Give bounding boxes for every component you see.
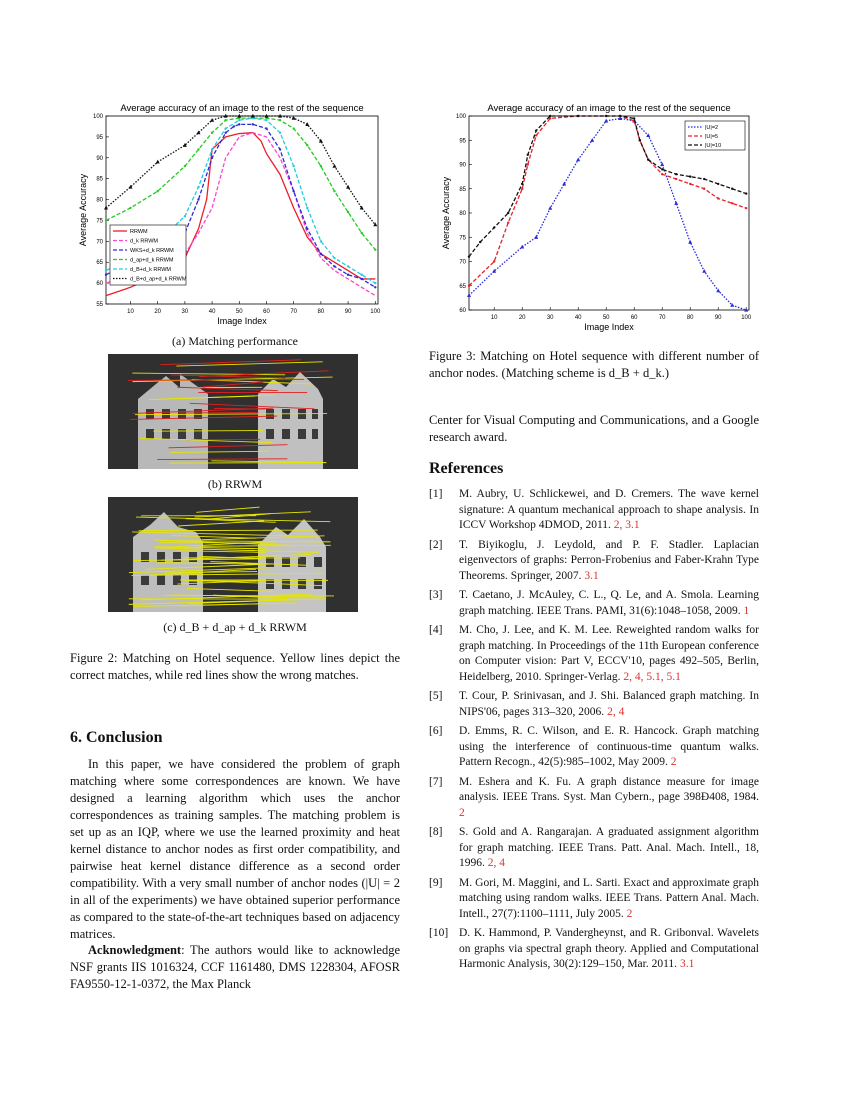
data-point bbox=[265, 127, 267, 129]
data-point bbox=[320, 253, 322, 255]
acknowledgment-text: : The authors would like to acknowledge NSF grants IIS 1016324, CCF 1161480, DMS 1228304, AFOSR FA9550-12-1-0372, the Max Planck bbox=[70, 943, 400, 991]
acknowledgment-label: Acknowledgment bbox=[88, 943, 182, 957]
data-point bbox=[333, 190, 335, 192]
chart-legend bbox=[685, 121, 745, 150]
reference-item bbox=[429, 538, 759, 585]
legend-label: WKS+d_k RRWM bbox=[130, 248, 174, 254]
data-point bbox=[675, 173, 677, 175]
fig2a-caption: (a) Matching performance bbox=[172, 334, 298, 348]
chart-legend bbox=[110, 225, 187, 285]
data-point bbox=[619, 115, 621, 117]
y-tick-label: 70 bbox=[459, 259, 466, 266]
data-point bbox=[745, 192, 747, 194]
reference-number: [1] bbox=[429, 488, 443, 500]
reference-text: S. Gold and A. Rangarajan. A graduated assignment algorithm for graph matching. IEEE Trans. Patt. Anal. Mach. Intell., 18, 1996. bbox=[459, 826, 759, 869]
hotel-photo-dbapk bbox=[108, 497, 358, 612]
references-heading: References bbox=[429, 460, 504, 477]
fig3-caption: Figure 3: Matching on Hotel sequence with different number of anchor nodes. (Matching scheme is d_B + d_k.) bbox=[429, 349, 759, 380]
data-point bbox=[745, 207, 747, 209]
reference-item bbox=[429, 588, 759, 619]
data-point bbox=[224, 127, 226, 129]
fig2c-caption bbox=[70, 620, 400, 635]
fig2b-caption: (b) RRWM bbox=[207, 477, 263, 491]
data-point bbox=[468, 255, 470, 257]
fig2-caption: Figure 2: Matching on Hotel sequence. Yellow lines depict the correct matches, while red lines show the wrong matches. bbox=[70, 651, 400, 682]
legend-label: d_B+d_ap+d_k RRWM bbox=[130, 276, 187, 283]
reference-number: [4] bbox=[429, 624, 443, 636]
reference-backlinks[interactable]: 2, 3.1 bbox=[613, 519, 640, 531]
x-tick-label: 40 bbox=[208, 309, 216, 315]
reference-text: T. Caetano, J. McAuley, C. L., Q. Le, and A. Smola. Learning graph matching. IEEE Trans. PAMI, 31(6):1048–1058, 2009. bbox=[459, 589, 759, 617]
data-point bbox=[493, 226, 495, 228]
data-point bbox=[661, 168, 663, 170]
data-point bbox=[129, 207, 131, 209]
reference-item bbox=[429, 926, 759, 973]
data-point bbox=[688, 240, 692, 244]
data-point bbox=[292, 127, 294, 129]
reference-text: M. Gori, M. Maggini, and L. Sarti. Exact and approximate graph matching using random walks. IEEE Trans. Pattern Anal. Mach. Intell., 27(7):1100–1111, July 2005. bbox=[459, 876, 759, 920]
data-point bbox=[210, 118, 214, 122]
reference-backlinks[interactable]: 3.1 bbox=[679, 958, 695, 970]
y-tick-label: 90 bbox=[96, 155, 103, 162]
data-point bbox=[197, 198, 199, 200]
legend-label: d_ap+d_k RRWM bbox=[130, 257, 174, 264]
data-point bbox=[292, 165, 294, 167]
data-point bbox=[703, 188, 705, 190]
reference-backlinks[interactable]: 2 bbox=[670, 756, 677, 768]
x-tick-label: 20 bbox=[154, 309, 162, 315]
legend-label: |U|=10 bbox=[705, 143, 722, 149]
chart-title: Average accuracy of an image to the rest of the sequence bbox=[487, 103, 731, 114]
data-point bbox=[292, 190, 294, 192]
reference-number: [9] bbox=[429, 876, 443, 889]
reference-backlinks[interactable]: 2 bbox=[459, 806, 465, 819]
reference-text: T. Biyikoglu, J. Leydold, and P. F. Stadler. Laplacian eigenvectors of graphs: Perron-Frobenius and Faber-Krahn Type Theorems. Springer, 2007. bbox=[459, 538, 759, 582]
y-tick-label: 90 bbox=[459, 162, 466, 169]
y-tick-label: 85 bbox=[96, 176, 103, 183]
data-point bbox=[320, 240, 322, 242]
data-point bbox=[320, 165, 322, 167]
data-point bbox=[279, 132, 281, 134]
conclusion-heading: 6. Conclusion bbox=[70, 729, 163, 746]
y-tick-label: 75 bbox=[459, 235, 466, 242]
y-tick-label: 65 bbox=[96, 260, 103, 267]
data-point bbox=[211, 157, 213, 159]
data-point bbox=[717, 197, 719, 199]
data-point bbox=[306, 144, 308, 146]
x-tick-label: 30 bbox=[181, 309, 189, 315]
data-point bbox=[716, 288, 720, 292]
data-point bbox=[224, 119, 226, 121]
x-tick-label: 60 bbox=[630, 315, 638, 321]
data-point bbox=[374, 286, 376, 288]
data-point bbox=[196, 131, 200, 135]
reference-backlinks[interactable]: 2, 4 bbox=[607, 705, 625, 718]
data-point bbox=[319, 139, 323, 143]
x-tick-label: 50 bbox=[235, 309, 243, 315]
chart-matching-performance bbox=[80, 96, 400, 328]
data-point bbox=[211, 148, 213, 150]
x-tick-label: 70 bbox=[290, 309, 298, 315]
y-tick-label: 100 bbox=[455, 114, 466, 120]
reference-text: M. Eshera and K. Fu. A graph distance measure for image analysis. IEEE Trans. Syst. Man Cybern., page 398Ð408, 1984. bbox=[459, 775, 759, 803]
photo-rrwm-matches bbox=[108, 354, 358, 469]
x-tick-label: 80 bbox=[317, 309, 325, 315]
reference-item bbox=[429, 487, 759, 534]
x-tick-label: 100 bbox=[741, 315, 752, 321]
data-point bbox=[535, 129, 537, 131]
y-tick-label: 85 bbox=[459, 186, 466, 193]
data-point bbox=[661, 173, 663, 175]
x-tick-label: 100 bbox=[370, 309, 381, 315]
reference-backlinks[interactable]: 3.1 bbox=[584, 569, 599, 582]
y-tick-label: 65 bbox=[459, 283, 466, 290]
data-point bbox=[731, 188, 733, 190]
x-tick-label: 80 bbox=[686, 315, 694, 321]
data-point bbox=[527, 163, 529, 165]
x-tick-label: 70 bbox=[658, 315, 666, 321]
reference-number: [6] bbox=[429, 725, 443, 737]
data-point bbox=[521, 188, 523, 190]
y-tick-label: 75 bbox=[96, 218, 103, 225]
data-point bbox=[279, 119, 281, 121]
data-point bbox=[197, 186, 199, 188]
data-point bbox=[360, 274, 362, 276]
reference-item bbox=[429, 775, 759, 822]
data-point bbox=[265, 119, 267, 121]
data-point bbox=[605, 115, 607, 117]
reference-number: [7] bbox=[429, 775, 443, 788]
acknowledgment-continued: Center for Visual Computing and Communications, and a Google research award. bbox=[429, 413, 759, 444]
data-point bbox=[374, 282, 376, 284]
data-point bbox=[184, 165, 186, 167]
y-tick-label: 55 bbox=[96, 302, 103, 308]
references-list bbox=[429, 487, 759, 977]
data-point bbox=[333, 265, 335, 267]
x-tick-label: 90 bbox=[344, 309, 352, 315]
data-point bbox=[703, 178, 705, 180]
data-point bbox=[238, 123, 240, 125]
hotel-photo-rrwm bbox=[108, 354, 358, 469]
data-point bbox=[224, 132, 226, 134]
data-point bbox=[467, 293, 471, 297]
data-point bbox=[233, 125, 235, 127]
reference-backlinks[interactable]: 1 bbox=[743, 604, 750, 617]
data-point bbox=[604, 119, 608, 123]
y-axis-label: Average Accuracy bbox=[78, 173, 88, 247]
data-point bbox=[689, 183, 691, 185]
data-point bbox=[346, 185, 350, 189]
x-tick-label: 10 bbox=[490, 315, 498, 321]
data-point bbox=[702, 269, 706, 273]
data-point bbox=[238, 119, 240, 121]
reference-backlinks[interactable]: 2, 4, 5.1, 5.1 bbox=[623, 670, 681, 683]
data-point bbox=[347, 265, 349, 267]
data-point bbox=[105, 274, 107, 276]
data-point bbox=[689, 175, 691, 177]
x-tick-label: 90 bbox=[714, 315, 722, 321]
reference-item bbox=[429, 689, 759, 720]
reference-text: M. Cho, J. Lee, and K. M. Lee. Reweighted random walks for graph matching. In Proceedings of the 11th European conference on Computer vision: Part V, ECCV'10, pages 492–505, Berlin, Heidelberg, 2010. Springer-Verlag. bbox=[459, 624, 759, 683]
reference-backlinks[interactable]: 2 bbox=[626, 907, 633, 920]
data-point bbox=[360, 232, 362, 234]
reference-item bbox=[429, 623, 759, 685]
x-tick-label: 20 bbox=[518, 315, 526, 321]
data-point bbox=[535, 134, 537, 136]
reference-text: T. Cour, P. Srinivasan, and J. Shi. Balanced graph matching. In NIPS'06, pages 313–320, 2006. bbox=[459, 690, 759, 718]
data-point bbox=[105, 219, 107, 221]
reference-item bbox=[429, 724, 759, 771]
data-point bbox=[184, 215, 186, 217]
photo-dbapk-matches bbox=[108, 497, 358, 612]
y-tick-label: 95 bbox=[459, 138, 466, 145]
data-point bbox=[156, 190, 158, 192]
data-point bbox=[479, 241, 481, 243]
reference-text: D. K. Hammond, P. Vandergheynst, and R. Gribonval. Wavelets on graphs via spectral graph theory. Applied and Computational Harmonic Analysis, 30(2):129–150, Mar. 2011. bbox=[459, 927, 759, 970]
data-point bbox=[306, 207, 308, 209]
y-tick-label: 80 bbox=[459, 211, 466, 217]
conclusion-paragraph: In this paper, we have considered the problem of graph matching where some correspondences are known. We have designed a learning algorithm which uses the anchor correspondences as training samples. The matching problem is set up as an IQP, where we use the learned proximity and heat kernel distance to anchor nodes as first order compatibility, and pairwise heat kernel distance difference as a second order compatibility. With a very small number of anchor nodes (|U| = 2 in all of the experiments) we have obtained superior performance as compared to the state-of-the-art techniques based on adjacency matrices. bbox=[70, 757, 400, 941]
y-tick-label: 60 bbox=[96, 281, 103, 288]
y-tick-label: 95 bbox=[96, 134, 103, 141]
data-point bbox=[279, 148, 281, 150]
data-point bbox=[675, 178, 677, 180]
y-axis-label: Average Accuracy bbox=[441, 176, 451, 250]
legend-label: |U|=5 bbox=[705, 134, 719, 140]
reference-item bbox=[429, 825, 759, 872]
data-point bbox=[647, 158, 649, 160]
legend-label: RRWM bbox=[130, 229, 148, 235]
chart-title: Average accuracy of an image to the rest of the sequence bbox=[120, 103, 364, 114]
x-axis-label: Image Index bbox=[217, 316, 267, 326]
fig2c-caption-text: (c) d_B + d_ap + d_k RRWM bbox=[163, 620, 307, 634]
data-point bbox=[493, 260, 495, 262]
reference-item bbox=[429, 876, 759, 923]
data-point bbox=[197, 148, 199, 150]
legend-label: |U|=2 bbox=[705, 125, 719, 131]
data-point bbox=[717, 183, 719, 185]
reference-number: [8] bbox=[429, 826, 443, 838]
data-point bbox=[576, 157, 580, 161]
data-point bbox=[333, 257, 335, 259]
data-point bbox=[646, 133, 650, 137]
data-point bbox=[252, 123, 254, 125]
reference-backlinks[interactable]: 2, 4 bbox=[487, 857, 505, 869]
reference-text: M. Aubry, U. Schlickewei, and D. Cremers. The wave kernel signature: A quantum mechanical approach to shape analysis. In ICCV Workshop 4DMOD, 2011. bbox=[459, 488, 759, 531]
x-tick-label: 50 bbox=[602, 315, 610, 321]
y-tick-label: 80 bbox=[96, 197, 103, 204]
data-point bbox=[105, 269, 107, 271]
data-point bbox=[104, 206, 108, 210]
x-tick-label: 60 bbox=[263, 309, 270, 315]
x-tick-label: 40 bbox=[574, 315, 582, 321]
legend-label: d_B+d_k RRWM bbox=[130, 267, 172, 273]
data-point bbox=[633, 117, 635, 119]
data-point bbox=[590, 138, 594, 142]
data-point bbox=[577, 115, 579, 117]
x-tick-label: 10 bbox=[127, 309, 134, 315]
data-point bbox=[731, 202, 733, 204]
reference-number: [2] bbox=[429, 538, 443, 551]
y-tick-label: 100 bbox=[92, 114, 103, 120]
legend-label: d_k RRWM bbox=[130, 238, 159, 245]
series-line bbox=[106, 116, 375, 225]
data-point bbox=[374, 248, 376, 250]
chart-anchor-nodes bbox=[439, 96, 759, 332]
data-point bbox=[549, 115, 551, 117]
acknowledgment-paragraph bbox=[70, 942, 400, 993]
data-point bbox=[347, 274, 349, 276]
data-point bbox=[521, 183, 523, 185]
y-tick-label: 70 bbox=[96, 239, 103, 246]
x-axis-label: Image Index bbox=[584, 322, 634, 332]
data-point bbox=[347, 211, 349, 213]
data-point bbox=[507, 222, 509, 224]
data-point bbox=[674, 201, 678, 205]
data-point bbox=[468, 285, 470, 287]
reference-number: [10] bbox=[429, 927, 449, 939]
y-tick-label: 60 bbox=[459, 308, 466, 314]
reference-number: [5] bbox=[429, 690, 443, 702]
series-5 bbox=[104, 114, 377, 226]
data-point bbox=[507, 212, 509, 214]
data-point bbox=[156, 160, 160, 164]
data-point bbox=[211, 132, 213, 134]
data-point bbox=[527, 154, 529, 156]
reference-text: D. Emms, R. C. Wilson, and E. R. Hancock. Graph matching using the interference of continuous-time quantum walks. Pattern Recogn., 42(5):985–1002, May 2009. bbox=[459, 725, 759, 768]
data-point bbox=[639, 139, 641, 141]
x-tick-label: 30 bbox=[546, 315, 554, 321]
reference-number: [3] bbox=[429, 589, 443, 601]
data-point bbox=[360, 278, 362, 280]
data-point bbox=[306, 228, 308, 230]
